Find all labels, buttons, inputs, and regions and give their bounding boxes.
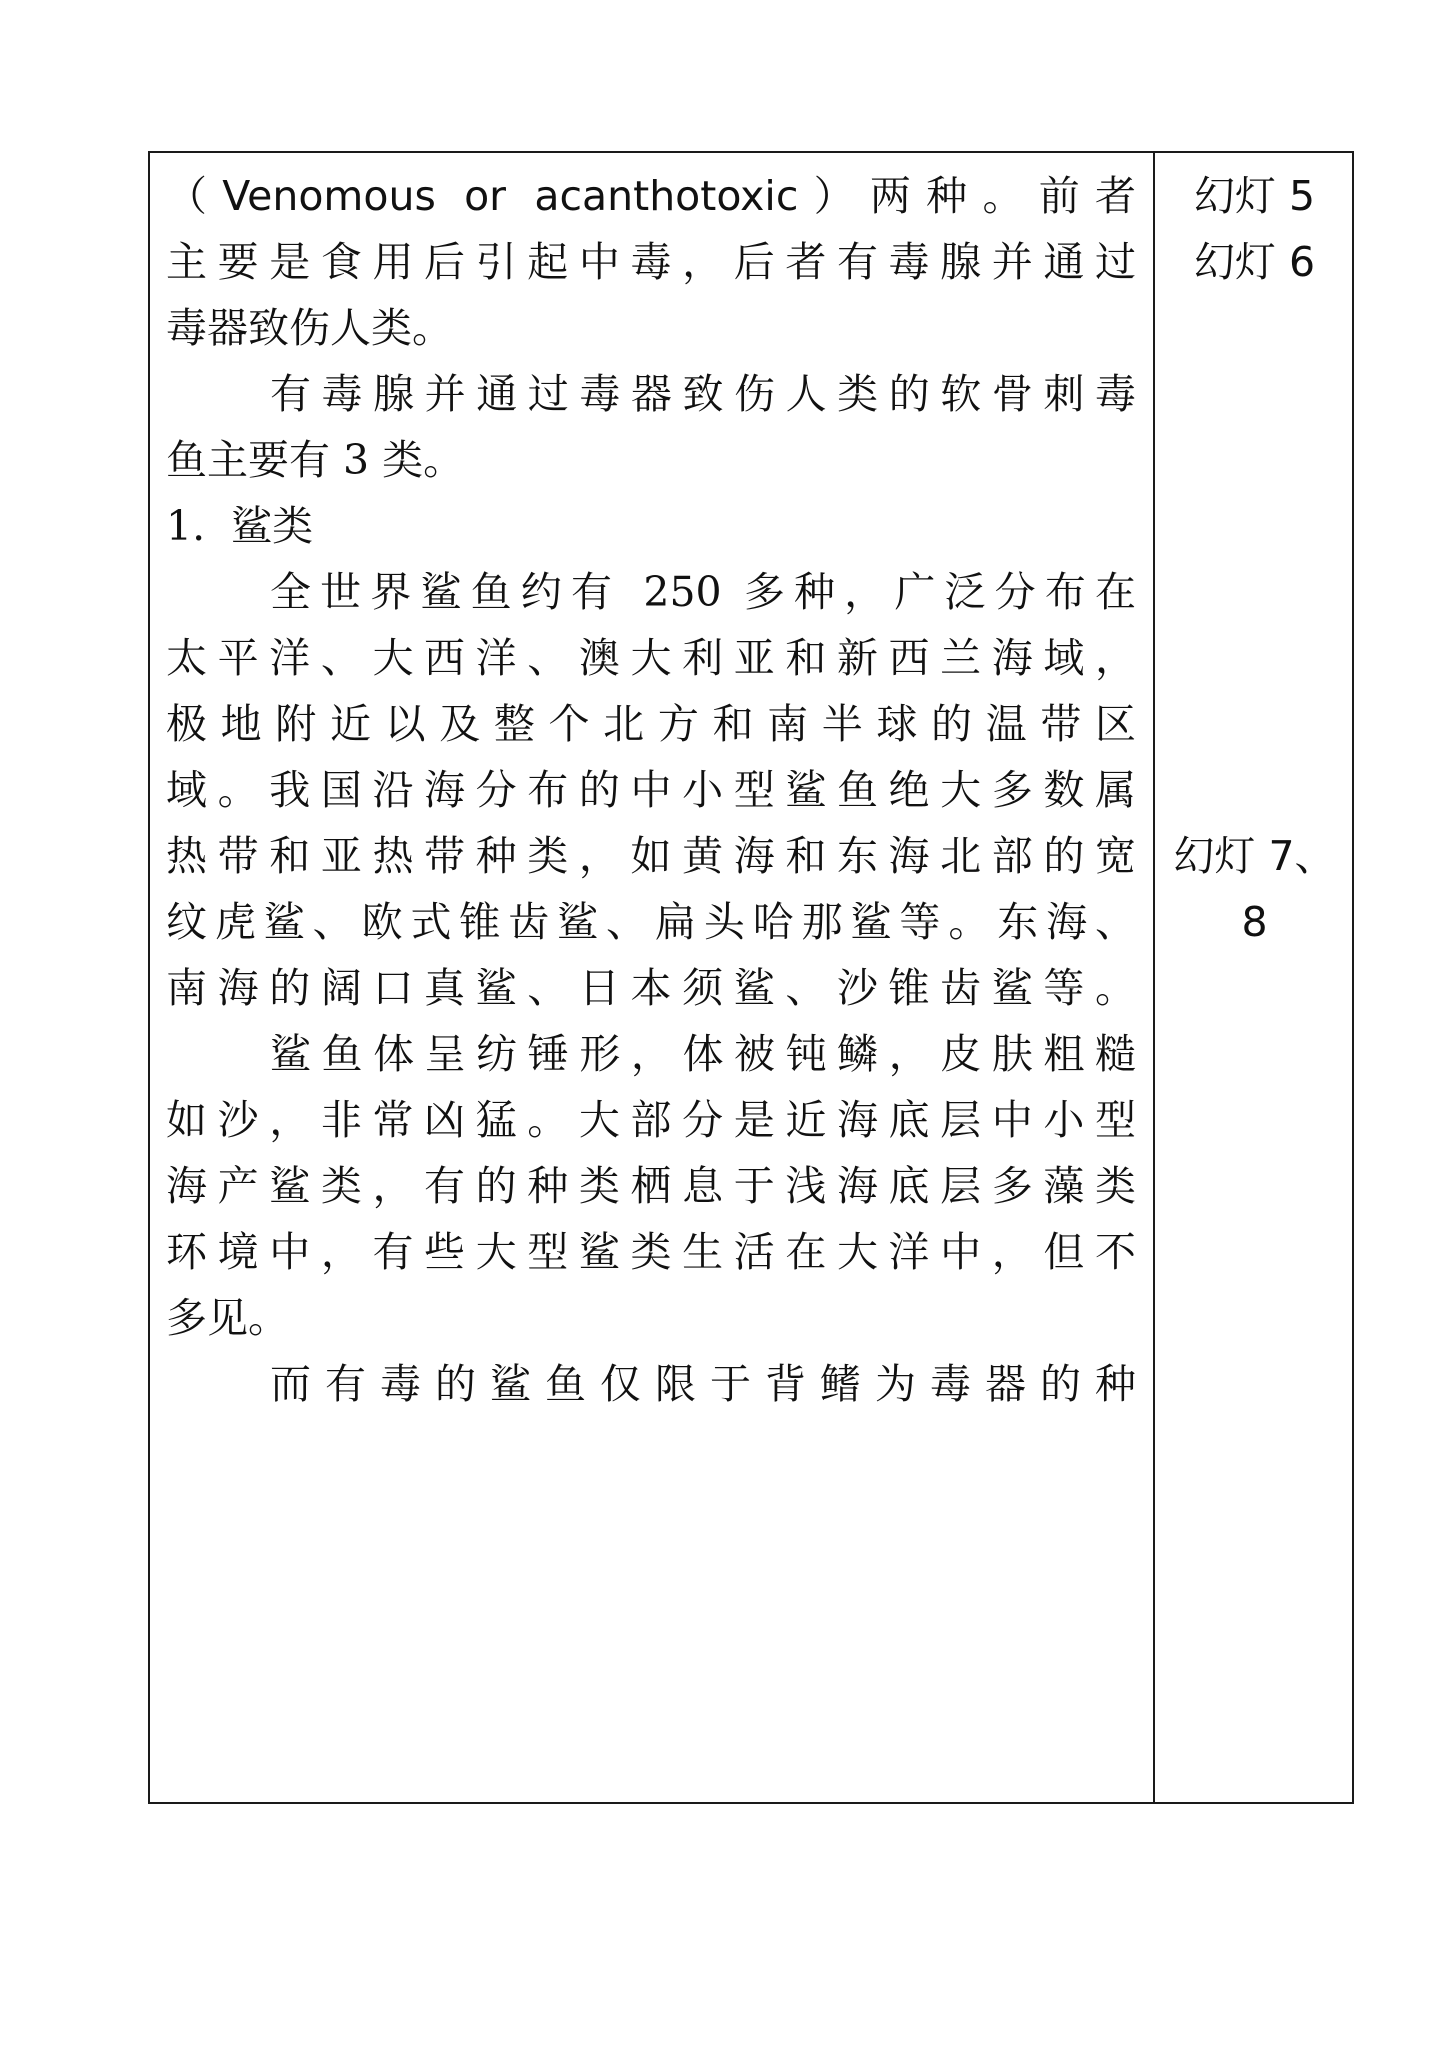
- paragraph-line: 而有毒的鲨鱼仅限于背鳍为毒器的种: [270, 1360, 1136, 1408]
- paragraph-line: 海产鲨类，有的种类栖息于浅海底层多藻类: [166, 1162, 1136, 1210]
- paragraph-line: （Venomous or acanthotoxic）两种。前者: [166, 172, 1136, 220]
- content-table: [148, 151, 1354, 1804]
- paragraph-line: 极地附近以及整个北方和南半球的温带区: [166, 700, 1136, 748]
- paragraph-line: 多见。: [166, 1294, 289, 1342]
- paragraph-line: 环境中，有些大型鲨类生活在大洋中，但不: [166, 1228, 1136, 1276]
- paragraph-line: 纹虎鲨、欧式锥齿鲨、扁头哈那鲨等。东海、: [166, 898, 1136, 946]
- slide-note: 幻灯 7、: [1173, 832, 1336, 880]
- paragraph-line: 全世界鲨鱼约有 250 多种，广泛分布在: [270, 568, 1136, 616]
- paragraph-line: 域。我国沿海分布的中小型鲨鱼绝大多数属: [166, 766, 1136, 814]
- section-heading: 1. 鲨类: [166, 502, 314, 550]
- paragraph-line: 如沙，非常凶猛。大部分是近海底层中小型: [166, 1096, 1136, 1144]
- paragraph-line: 主要是食用后引起中毒，后者有毒腺并通过: [166, 238, 1136, 286]
- slide-note: 幻灯 5: [1193, 172, 1316, 220]
- column-divider: [1153, 153, 1155, 1802]
- paragraph-line: 毒器致伤人类。: [166, 304, 453, 352]
- paragraph-line: 有毒腺并通过毒器致伤人类的软骨刺毒: [270, 370, 1136, 418]
- slide-note: 幻灯 6: [1193, 238, 1316, 286]
- paragraph-line: 鲨鱼体呈纺锤形，体被钝鳞，皮肤粗糙: [270, 1030, 1136, 1078]
- paragraph-line: 南海的阔口真鲨、日本须鲨、沙锥齿鲨等。: [166, 964, 1136, 1012]
- paragraph-line: 鱼主要有 3 类。: [166, 436, 465, 484]
- slide-note: 8: [1241, 898, 1268, 946]
- paragraph-line: 太平洋、大西洋、澳大利亚和新西兰海域，: [166, 634, 1136, 682]
- paragraph-line: 热带和亚热带种类，如黄海和东海北部的宽: [166, 832, 1136, 880]
